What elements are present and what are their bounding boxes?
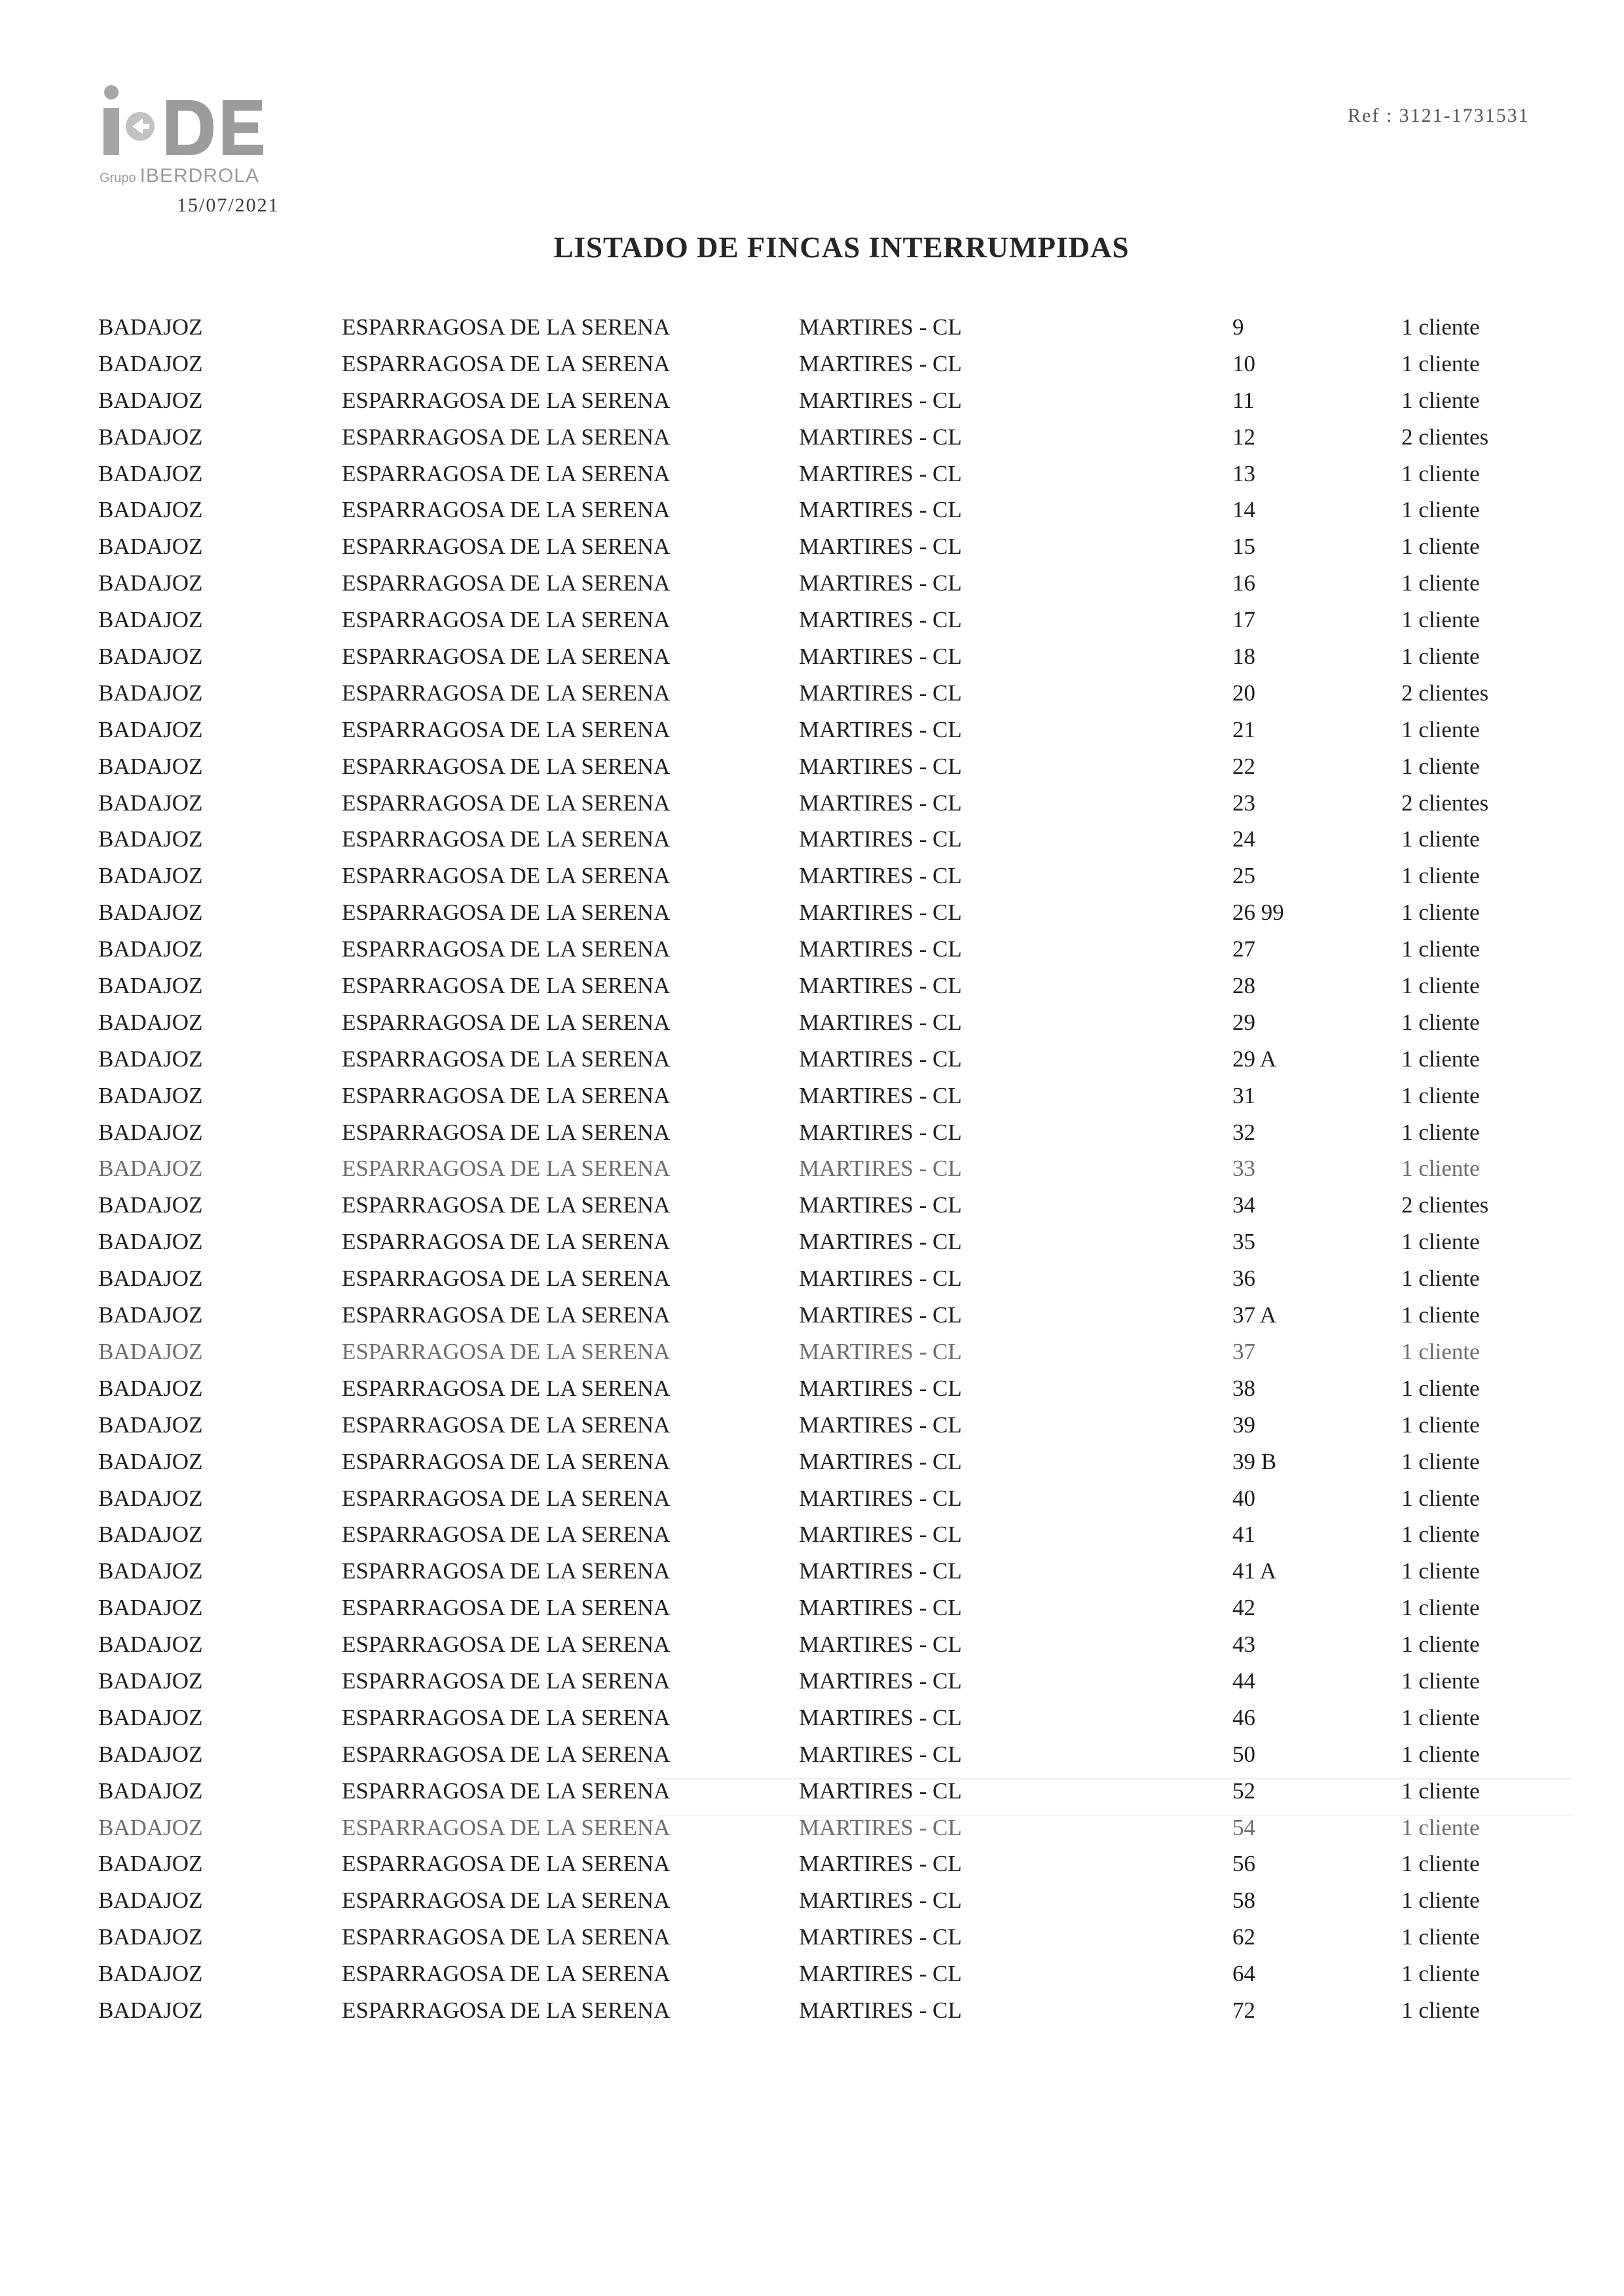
provincia-cell: BADAJOZ <box>98 424 203 450</box>
provincia-cell: BADAJOZ <box>98 350 203 376</box>
municipio-cell: ESPARRAGOSA DE LA SERENA <box>342 1631 671 1658</box>
clientes-cell: 1 cliente <box>1401 1814 1480 1840</box>
provincia-cell: BADAJOZ <box>98 753 203 779</box>
numero-cell: 18 <box>1232 644 1255 670</box>
numero-cell: 21 <box>1232 716 1255 742</box>
municipio-cell: ESPARRAGOSA DE LA SERENA <box>342 1595 671 1621</box>
numero-cell: 31 <box>1232 1082 1255 1108</box>
company-logo <box>98 82 295 206</box>
provincia-cell: BADAJOZ <box>98 1082 203 1108</box>
calle-cell: MARTIRES - CL <box>799 1192 962 1218</box>
clientes-cell: 1 cliente <box>1401 1558 1480 1584</box>
provincia-cell: BADAJOZ <box>98 497 203 523</box>
municipio-cell: ESPARRAGOSA DE LA SERENA <box>342 460 671 486</box>
clientes-cell: 2 clientes <box>1401 424 1489 450</box>
table-row <box>0 1449 1624 1485</box>
numero-cell: 13 <box>1232 460 1255 486</box>
calle-cell: MARTIRES - CL <box>799 424 962 450</box>
clientes-cell: 2 clientes <box>1401 680 1489 706</box>
municipio-cell: ESPARRAGOSA DE LA SERENA <box>342 1777 671 1804</box>
table-row <box>0 1924 1624 1961</box>
municipio-cell: ESPARRAGOSA DE LA SERENA <box>342 1229 671 1255</box>
municipio-cell: ESPARRAGOSA DE LA SERENA <box>342 1961 671 1987</box>
table-row <box>0 607 1624 644</box>
municipio-cell: ESPARRAGOSA DE LA SERENA <box>342 716 671 742</box>
table-row <box>0 534 1624 570</box>
calle-cell: MARTIRES - CL <box>799 1266 962 1292</box>
municipio-cell: ESPARRAGOSA DE LA SERENA <box>342 314 671 340</box>
table-row <box>0 1741 1624 1778</box>
numero-cell: 32 <box>1232 1119 1255 1145</box>
calle-cell: MARTIRES - CL <box>799 1851 962 1877</box>
numero-cell: 23 <box>1232 790 1255 816</box>
provincia-cell: BADAJOZ <box>98 1851 203 1877</box>
municipio-cell: ESPARRAGOSA DE LA SERENA <box>342 1009 671 1035</box>
municipio-cell: ESPARRAGOSA DE LA SERENA <box>342 424 671 450</box>
clientes-cell: 1 cliente <box>1401 1302 1480 1328</box>
municipio-cell: ESPARRAGOSA DE LA SERENA <box>342 387 671 413</box>
calle-cell: MARTIRES - CL <box>799 973 962 999</box>
clientes-cell: 1 cliente <box>1401 1522 1480 1548</box>
table-row <box>0 1595 1624 1631</box>
numero-cell: 35 <box>1232 1229 1255 1255</box>
clientes-cell: 1 cliente <box>1401 900 1480 926</box>
provincia-cell: BADAJOZ <box>98 1119 203 1145</box>
calle-cell: MARTIRES - CL <box>799 790 962 816</box>
municipio-cell: ESPARRAGOSA DE LA SERENA <box>342 1046 671 1072</box>
provincia-cell: BADAJOZ <box>98 973 203 999</box>
calle-cell: MARTIRES - CL <box>799 1667 962 1694</box>
calle-cell: MARTIRES - CL <box>799 1046 962 1072</box>
clientes-cell: 1 cliente <box>1401 1704 1480 1730</box>
numero-cell: 12 <box>1232 424 1255 450</box>
clientes-cell: 1 cliente <box>1401 1082 1480 1108</box>
table-row <box>0 461 1624 498</box>
numero-cell: 40 <box>1232 1485 1255 1511</box>
table-row <box>0 1046 1624 1083</box>
numero-cell: 9 <box>1232 314 1244 340</box>
table-row <box>0 497 1624 534</box>
clientes-cell: 1 cliente <box>1401 1595 1480 1621</box>
provincia-cell: BADAJOZ <box>98 607 203 633</box>
calle-cell: MARTIRES - CL <box>799 1156 962 1182</box>
numero-cell: 11 <box>1232 387 1255 413</box>
calle-cell: MARTIRES - CL <box>799 570 962 596</box>
numero-cell: 28 <box>1232 973 1255 999</box>
calle-cell: MARTIRES - CL <box>799 1814 962 1840</box>
table-row <box>0 717 1624 754</box>
numero-cell: 36 <box>1232 1266 1255 1292</box>
numero-cell: 44 <box>1232 1667 1255 1694</box>
municipio-cell: ESPARRAGOSA DE LA SERENA <box>342 607 671 633</box>
clientes-cell: 1 cliente <box>1401 1851 1480 1877</box>
calle-cell: MARTIRES - CL <box>799 1741 962 1767</box>
numero-cell: 52 <box>1232 1777 1255 1804</box>
clientes-cell: 1 cliente <box>1401 1667 1480 1694</box>
table-row <box>0 1485 1624 1522</box>
numero-cell: 41 <box>1232 1522 1255 1548</box>
clientes-cell: 1 cliente <box>1401 350 1480 376</box>
numero-cell: 56 <box>1232 1851 1255 1877</box>
table-row <box>0 863 1624 900</box>
table-row <box>0 314 1624 351</box>
clientes-cell: 1 cliente <box>1401 1777 1480 1804</box>
clientes-cell: 1 cliente <box>1401 460 1480 486</box>
municipio-cell: ESPARRAGOSA DE LA SERENA <box>342 644 671 670</box>
calle-cell: MARTIRES - CL <box>799 534 962 560</box>
provincia-cell: BADAJOZ <box>98 1558 203 1584</box>
provincia-cell: BADAJOZ <box>98 900 203 926</box>
provincia-cell: BADAJOZ <box>98 1814 203 1840</box>
numero-cell: 29 <box>1232 1009 1255 1035</box>
municipio-cell: ESPARRAGOSA DE LA SERENA <box>342 1851 671 1877</box>
clientes-cell: 1 cliente <box>1401 1924 1480 1950</box>
calle-cell: MARTIRES - CL <box>799 1485 962 1511</box>
clientes-cell: 1 cliente <box>1401 644 1480 670</box>
table-row <box>0 1558 1624 1595</box>
provincia-cell: BADAJOZ <box>98 1412 203 1438</box>
provincia-cell: BADAJOZ <box>98 1961 203 1987</box>
table-row <box>0 351 1624 388</box>
clientes-cell: 1 cliente <box>1401 1961 1480 1987</box>
clientes-cell: 1 cliente <box>1401 1046 1480 1072</box>
clientes-cell: 1 cliente <box>1401 863 1480 889</box>
numero-cell: 62 <box>1232 1924 1255 1950</box>
numero-cell: 54 <box>1232 1814 1255 1840</box>
clientes-cell: 2 clientes <box>1401 790 1489 816</box>
table-row <box>0 973 1624 1010</box>
clientes-cell: 1 cliente <box>1401 1485 1480 1511</box>
provincia-cell: BADAJOZ <box>98 460 203 486</box>
numero-cell: 22 <box>1232 753 1255 779</box>
calle-cell: MARTIRES - CL <box>799 644 962 670</box>
numero-cell: 34 <box>1232 1192 1255 1218</box>
table-row <box>0 1339 1624 1376</box>
numero-cell: 26 99 <box>1232 900 1284 926</box>
table-row <box>0 1851 1624 1887</box>
clientes-cell: 1 cliente <box>1401 1887 1480 1914</box>
clientes-cell: 1 cliente <box>1401 314 1480 340</box>
clientes-cell: 1 cliente <box>1401 1631 1480 1658</box>
numero-cell: 33 <box>1232 1156 1255 1182</box>
clientes-cell: 1 cliente <box>1401 1266 1480 1292</box>
municipio-cell: ESPARRAGOSA DE LA SERENA <box>342 900 671 926</box>
table-row <box>0 1266 1624 1302</box>
provincia-cell: BADAJOZ <box>98 387 203 413</box>
table-row <box>0 680 1624 717</box>
provincia-cell: BADAJOZ <box>98 680 203 706</box>
numero-cell: 41 A <box>1232 1558 1277 1584</box>
table-row <box>0 900 1624 936</box>
municipio-cell: ESPARRAGOSA DE LA SERENA <box>342 1119 671 1145</box>
calle-cell: MARTIRES - CL <box>799 716 962 742</box>
numero-cell: 14 <box>1232 497 1255 523</box>
provincia-cell: BADAJOZ <box>98 1997 203 2023</box>
clientes-cell: 1 cliente <box>1401 1448 1480 1474</box>
provincia-cell: BADAJOZ <box>98 570 203 596</box>
logo-brand-text: IBERDROLA <box>139 165 259 187</box>
provincia-cell: BADAJOZ <box>98 1302 203 1328</box>
table-row <box>0 1887 1624 1924</box>
document-date: 15/07/2021 <box>177 194 280 216</box>
table-row <box>0 754 1624 790</box>
table-row <box>0 1631 1624 1668</box>
calle-cell: MARTIRES - CL <box>799 497 962 523</box>
numero-cell: 29 A <box>1232 1046 1277 1072</box>
municipio-cell: ESPARRAGOSA DE LA SERENA <box>342 570 671 596</box>
clientes-cell: 1 cliente <box>1401 936 1480 962</box>
calle-cell: MARTIRES - CL <box>799 826 962 852</box>
calle-cell: MARTIRES - CL <box>799 1448 962 1474</box>
numero-cell: 37 A <box>1232 1302 1277 1328</box>
calle-cell: MARTIRES - CL <box>799 1119 962 1145</box>
municipio-cell: ESPARRAGOSA DE LA SERENA <box>342 1924 671 1950</box>
numero-cell: 43 <box>1232 1631 1255 1658</box>
clientes-cell: 1 cliente <box>1401 973 1480 999</box>
provincia-cell: BADAJOZ <box>98 1522 203 1548</box>
clientes-cell: 1 cliente <box>1401 534 1480 560</box>
table-row <box>0 570 1624 607</box>
numero-cell: 15 <box>1232 534 1255 560</box>
provincia-cell: BADAJOZ <box>98 1009 203 1035</box>
municipio-cell: ESPARRAGOSA DE LA SERENA <box>342 826 671 852</box>
reference-number: Ref : 3121-1731531 <box>1348 105 1530 126</box>
numero-cell: 42 <box>1232 1595 1255 1621</box>
municipio-cell: ESPARRAGOSA DE LA SERENA <box>342 1375 671 1401</box>
table-row <box>0 1668 1624 1705</box>
municipio-cell: ESPARRAGOSA DE LA SERENA <box>342 1192 671 1218</box>
provincia-cell: BADAJOZ <box>98 1046 203 1072</box>
calle-cell: MARTIRES - CL <box>799 1009 962 1035</box>
provincia-cell: BADAJOZ <box>98 534 203 560</box>
provincia-cell: BADAJOZ <box>98 863 203 889</box>
calle-cell: MARTIRES - CL <box>799 1595 962 1621</box>
municipio-cell: ESPARRAGOSA DE LA SERENA <box>342 1704 671 1730</box>
municipio-cell: ESPARRAGOSA DE LA SERENA <box>342 1997 671 2023</box>
municipio-cell: ESPARRAGOSA DE LA SERENA <box>342 790 671 816</box>
provincia-cell: BADAJOZ <box>98 1667 203 1694</box>
table-row <box>0 388 1624 424</box>
municipio-cell: ESPARRAGOSA DE LA SERENA <box>342 1667 671 1694</box>
calle-cell: MARTIRES - CL <box>799 1302 962 1328</box>
i-de-logo-mark <box>98 82 295 160</box>
calle-cell: MARTIRES - CL <box>799 1924 962 1950</box>
provincia-cell: BADAJOZ <box>98 1156 203 1182</box>
municipio-cell: ESPARRAGOSA DE LA SERENA <box>342 1558 671 1584</box>
table-row <box>0 1961 1624 1997</box>
table-row <box>0 1302 1624 1339</box>
municipio-cell: ESPARRAGOSA DE LA SERENA <box>342 1266 671 1292</box>
logo-grupo-text: Grupo <box>100 171 136 185</box>
logo-subtitle <box>100 165 259 187</box>
provincia-cell: BADAJOZ <box>98 1192 203 1218</box>
provincia-cell: BADAJOZ <box>98 1595 203 1621</box>
clientes-cell: 1 cliente <box>1401 1009 1480 1035</box>
numero-cell: 38 <box>1232 1375 1255 1401</box>
municipio-cell: ESPARRAGOSA DE LA SERENA <box>342 1485 671 1511</box>
calle-cell: MARTIRES - CL <box>799 936 962 962</box>
clientes-cell: 1 cliente <box>1401 753 1480 779</box>
calle-cell: MARTIRES - CL <box>799 1229 962 1255</box>
municipio-cell: ESPARRAGOSA DE LA SERENA <box>342 1156 671 1182</box>
clientes-cell: 1 cliente <box>1401 1741 1480 1767</box>
calle-cell: MARTIRES - CL <box>799 1522 962 1548</box>
provincia-cell: BADAJOZ <box>98 1887 203 1914</box>
page-title: LISTADO DE FINCAS INTERRUMPIDAS <box>553 231 1130 264</box>
table-row <box>0 1815 1624 1851</box>
table-row <box>0 826 1624 863</box>
clientes-cell: 1 cliente <box>1401 716 1480 742</box>
clientes-cell: 2 clientes <box>1401 1192 1489 1218</box>
provincia-cell: BADAJOZ <box>98 1448 203 1474</box>
table-row <box>0 1778 1624 1815</box>
table-row <box>0 1376 1624 1412</box>
provincia-cell: BADAJOZ <box>98 1485 203 1511</box>
clientes-cell: 1 cliente <box>1401 1412 1480 1438</box>
numero-cell: 46 <box>1232 1704 1255 1730</box>
provincia-cell: BADAJOZ <box>98 1338 203 1364</box>
calle-cell: MARTIRES - CL <box>799 680 962 706</box>
municipio-cell: ESPARRAGOSA DE LA SERENA <box>342 936 671 962</box>
calle-cell: MARTIRES - CL <box>799 1887 962 1914</box>
table-row <box>0 1997 1624 2034</box>
table-row <box>0 790 1624 827</box>
table-row <box>0 1083 1624 1120</box>
table-row <box>0 424 1624 461</box>
calle-cell: MARTIRES - CL <box>799 314 962 340</box>
calle-cell: MARTIRES - CL <box>799 753 962 779</box>
provincia-cell: BADAJOZ <box>98 936 203 962</box>
clientes-cell: 1 cliente <box>1401 387 1480 413</box>
numero-cell: 27 <box>1232 936 1255 962</box>
table-row <box>0 644 1624 680</box>
table-row <box>0 1522 1624 1558</box>
calle-cell: MARTIRES - CL <box>799 387 962 413</box>
clientes-cell: 1 cliente <box>1401 1997 1480 2023</box>
municipio-cell: ESPARRAGOSA DE LA SERENA <box>342 1741 671 1767</box>
calle-cell: MARTIRES - CL <box>799 1082 962 1108</box>
numero-cell: 17 <box>1232 607 1255 633</box>
numero-cell: 39 B <box>1232 1448 1277 1474</box>
provincia-cell: BADAJOZ <box>98 826 203 852</box>
calle-cell: MARTIRES - CL <box>799 460 962 486</box>
table-row <box>0 936 1624 973</box>
provincia-cell: BADAJOZ <box>98 716 203 742</box>
municipio-cell: ESPARRAGOSA DE LA SERENA <box>342 1082 671 1108</box>
municipio-cell: ESPARRAGOSA DE LA SERENA <box>342 1412 671 1438</box>
numero-cell: 25 <box>1232 863 1255 889</box>
clientes-cell: 1 cliente <box>1401 607 1480 633</box>
table-row <box>0 1156 1624 1192</box>
table-row <box>0 1010 1624 1046</box>
municipio-cell: ESPARRAGOSA DE LA SERENA <box>342 863 671 889</box>
clientes-cell: 1 cliente <box>1401 1229 1480 1255</box>
calle-cell: MARTIRES - CL <box>799 1997 962 2023</box>
calle-cell: MARTIRES - CL <box>799 1375 962 1401</box>
numero-cell: 72 <box>1232 1997 1255 2023</box>
table-row <box>0 1192 1624 1229</box>
calle-cell: MARTIRES - CL <box>799 1412 962 1438</box>
municipio-cell: ESPARRAGOSA DE LA SERENA <box>342 1522 671 1548</box>
calle-cell: MARTIRES - CL <box>799 1558 962 1584</box>
municipio-cell: ESPARRAGOSA DE LA SERENA <box>342 1302 671 1328</box>
clientes-cell: 1 cliente <box>1401 1375 1480 1401</box>
provincia-cell: BADAJOZ <box>98 1741 203 1767</box>
clientes-cell: 1 cliente <box>1401 826 1480 852</box>
municipio-cell: ESPARRAGOSA DE LA SERENA <box>342 1887 671 1914</box>
table-row <box>0 1412 1624 1449</box>
numero-cell: 16 <box>1232 570 1255 596</box>
provincia-cell: BADAJOZ <box>98 1777 203 1804</box>
numero-cell: 24 <box>1232 826 1255 852</box>
provincia-cell: BADAJOZ <box>98 790 203 816</box>
provincia-cell: BADAJOZ <box>98 1631 203 1658</box>
calle-cell: MARTIRES - CL <box>799 900 962 926</box>
provincia-cell: BADAJOZ <box>98 1375 203 1401</box>
calle-cell: MARTIRES - CL <box>799 1777 962 1804</box>
calle-cell: MARTIRES - CL <box>799 1631 962 1658</box>
calle-cell: MARTIRES - CL <box>799 607 962 633</box>
provincia-cell: BADAJOZ <box>98 1229 203 1255</box>
clientes-cell: 1 cliente <box>1401 1338 1480 1364</box>
provincia-cell: BADAJOZ <box>98 1704 203 1730</box>
provincia-cell: BADAJOZ <box>98 644 203 670</box>
clientes-cell: 1 cliente <box>1401 1156 1480 1182</box>
municipio-cell: ESPARRAGOSA DE LA SERENA <box>342 1448 671 1474</box>
table-row <box>0 1229 1624 1266</box>
municipio-cell: ESPARRAGOSA DE LA SERENA <box>342 1338 671 1364</box>
numero-cell: 50 <box>1232 1741 1255 1767</box>
municipio-cell: ESPARRAGOSA DE LA SERENA <box>342 1814 671 1840</box>
calle-cell: MARTIRES - CL <box>799 1338 962 1364</box>
table-row <box>0 1120 1624 1156</box>
provincia-cell: BADAJOZ <box>98 1924 203 1950</box>
municipio-cell: ESPARRAGOSA DE LA SERENA <box>342 350 671 376</box>
numero-cell: 20 <box>1232 680 1255 706</box>
municipio-cell: ESPARRAGOSA DE LA SERENA <box>342 680 671 706</box>
municipio-cell: ESPARRAGOSA DE LA SERENA <box>342 753 671 779</box>
calle-cell: MARTIRES - CL <box>799 1704 962 1730</box>
fincas-list <box>0 314 1624 2034</box>
provincia-cell: BADAJOZ <box>98 314 203 340</box>
clientes-cell: 1 cliente <box>1401 497 1480 523</box>
numero-cell: 10 <box>1232 350 1255 376</box>
calle-cell: MARTIRES - CL <box>799 350 962 376</box>
municipio-cell: ESPARRAGOSA DE LA SERENA <box>342 497 671 523</box>
calle-cell: MARTIRES - CL <box>799 863 962 889</box>
clientes-cell: 1 cliente <box>1401 1119 1480 1145</box>
provincia-cell: BADAJOZ <box>98 1266 203 1292</box>
clientes-cell: 1 cliente <box>1401 570 1480 596</box>
numero-cell: 39 <box>1232 1412 1255 1438</box>
municipio-cell: ESPARRAGOSA DE LA SERENA <box>342 973 671 999</box>
table-row <box>0 1705 1624 1741</box>
calle-cell: MARTIRES - CL <box>799 1961 962 1987</box>
municipio-cell: ESPARRAGOSA DE LA SERENA <box>342 534 671 560</box>
numero-cell: 37 <box>1232 1338 1255 1364</box>
numero-cell: 64 <box>1232 1961 1255 1987</box>
numero-cell: 58 <box>1232 1887 1255 1914</box>
